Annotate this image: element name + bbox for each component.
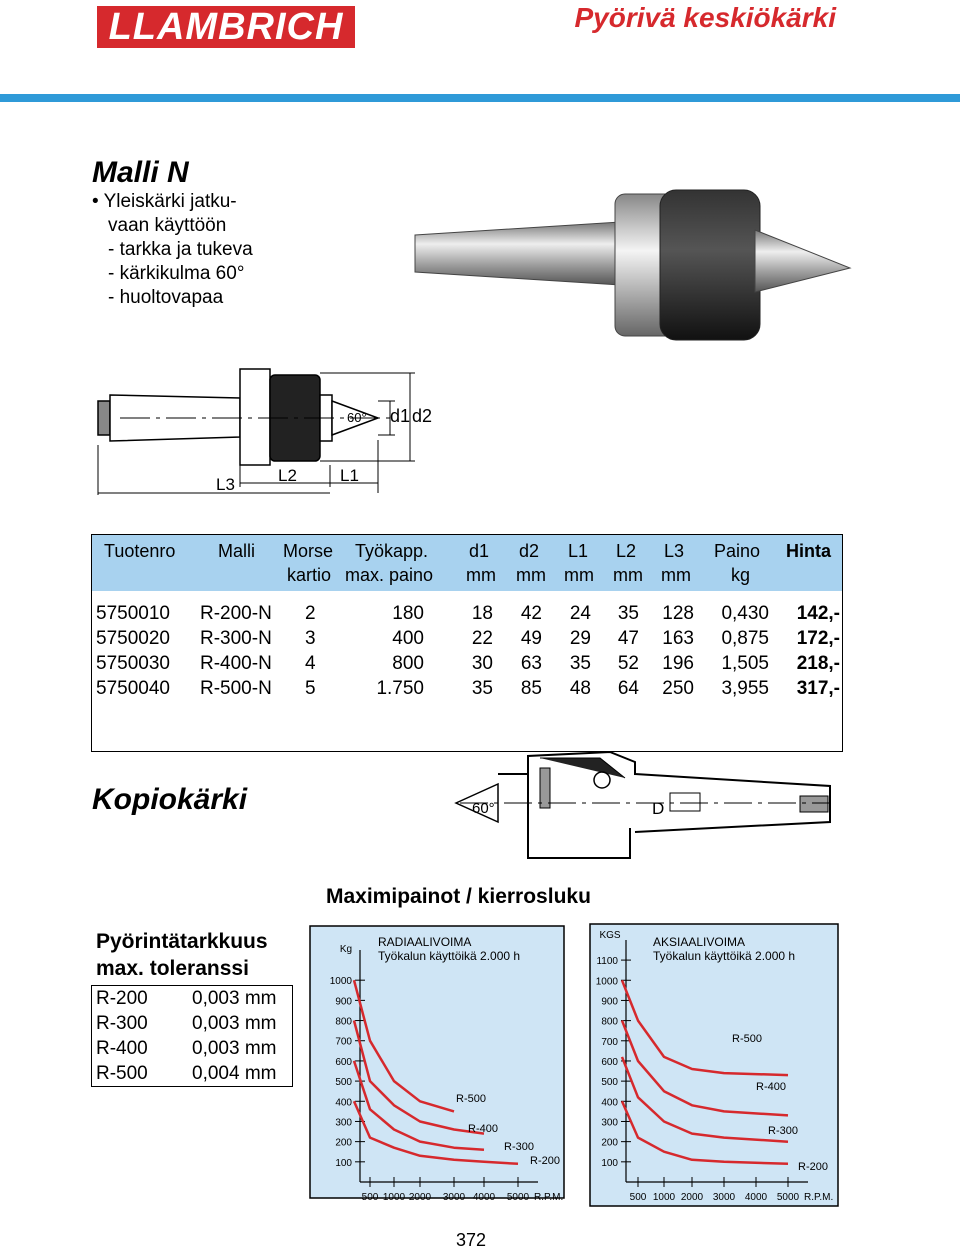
spec-table-body: [92, 591, 842, 751]
accuracy-value: 0,004 mm: [192, 1063, 277, 1084]
table-row: [92, 653, 842, 677]
table-cell: 35: [569, 653, 591, 674]
description-line: • Yleiskärki jatku-: [92, 191, 237, 212]
x-tick-label: 4000: [472, 1192, 496, 1202]
angle-label: 60°: [347, 410, 367, 425]
table-cell: 29: [569, 628, 591, 649]
table-cell: 24: [569, 603, 591, 624]
x-axis-label: R.P.M.: [534, 1192, 564, 1202]
table-cell: 35: [617, 603, 639, 624]
y-tick-label: 700: [335, 1036, 352, 1048]
accuracy-heading-line: max. toleranssi: [96, 957, 249, 980]
table-cell: 3,955: [721, 678, 769, 699]
header-cell: kartio: [287, 565, 332, 585]
table-cell: 1.750: [376, 678, 424, 699]
y-tick-label: 500: [335, 1077, 352, 1089]
radial-load-chart: [308, 920, 568, 1202]
y-tick-label: 400: [335, 1097, 352, 1109]
price-cell: 317,-: [796, 678, 840, 699]
y-tick-label: 100: [601, 1157, 618, 1169]
page-title: Pyörivä keskiökärki: [574, 2, 836, 33]
page-number: 372: [456, 1230, 487, 1250]
brand-logo: LLAMBRICH: [97, 6, 355, 48]
header-cell: mm: [564, 565, 594, 585]
chart-title: RADIAALIVOIMA: [378, 935, 472, 949]
model-n-drawing: [90, 365, 450, 500]
y-tick-label: 700: [601, 1036, 618, 1048]
table-cell: 5750030: [96, 653, 170, 674]
table-cell: 47: [617, 628, 639, 649]
header-cell: Hinta: [786, 541, 831, 561]
header-cell: mm: [613, 565, 643, 585]
model-n-description: [92, 190, 253, 310]
table-cell: R-400-N: [200, 653, 272, 674]
copy-center-drawing: [440, 748, 840, 866]
price-cell: 172,-: [796, 628, 840, 649]
table-cell: 85: [520, 678, 542, 699]
description-line: - huoltovapaa: [108, 287, 224, 308]
table-cell: 0,875: [721, 628, 769, 649]
series-label: R-500: [732, 1033, 762, 1045]
spec-table-header: [92, 535, 842, 591]
accuracy-heading-line: Pyörintätarkkuus: [96, 930, 268, 953]
chart-subtitle: Työkalun käyttöikä 2.000 h: [653, 949, 796, 963]
table-cell: 3: [305, 628, 316, 649]
y-tick-label: 100: [335, 1157, 352, 1169]
x-axis-label: R.P.M.: [804, 1192, 834, 1203]
l3-label: L3: [216, 475, 235, 494]
header-cell: mm: [466, 565, 496, 585]
accuracy-model: R-300: [96, 1013, 148, 1034]
header-cell: max. paino: [345, 565, 434, 585]
chart-subtitle: Työkalun käyttöikä 2.000 h: [378, 949, 521, 963]
copy-angle-label: 60°: [472, 800, 495, 817]
accuracy-model: R-500: [96, 1063, 148, 1084]
x-tick-label: 1000: [382, 1192, 406, 1202]
table-cell: 128: [662, 603, 694, 624]
table-cell: 52: [617, 653, 639, 674]
y-axis-label: Kg: [339, 944, 353, 955]
table-cell: 0,430: [721, 603, 769, 624]
l1-label: L1: [340, 466, 359, 485]
header-cell: Morse: [283, 541, 334, 561]
table-cell: 5750010: [96, 603, 170, 624]
table-cell: R-300-N: [200, 628, 272, 649]
table-cell: 163: [662, 628, 694, 649]
copy-center-heading: Kopiokärki: [92, 783, 248, 816]
header-cell: L3: [664, 541, 685, 561]
table-cell: 5750040: [96, 678, 170, 699]
table-cell: 5750020: [96, 628, 170, 649]
y-tick-label: 500: [601, 1077, 618, 1089]
x-tick-label: 3000: [712, 1192, 736, 1203]
table-row: [92, 678, 842, 702]
header-cell: mm: [661, 565, 691, 585]
model-n-heading: Malli N: [92, 156, 189, 189]
charts-title: Maximipainot / kierrosluku: [326, 885, 591, 908]
description-line: vaan käyttöön: [108, 215, 227, 236]
accuracy-model: R-200: [96, 988, 148, 1009]
accuracy-value: 0,003 mm: [192, 988, 277, 1009]
y-tick-label: 800: [601, 1016, 618, 1028]
table-cell: R-500-N: [200, 678, 272, 699]
accuracy-heading: [96, 928, 268, 982]
header-cell: kg: [731, 565, 751, 585]
x-tick-label: 500: [629, 1192, 647, 1203]
table-cell: 180: [392, 603, 424, 624]
table-cell: 49: [520, 628, 542, 649]
x-tick-label: 3000: [442, 1192, 466, 1202]
table-cell: 64: [617, 678, 639, 699]
d2-label: d2: [412, 406, 433, 426]
table-row: [92, 628, 842, 652]
y-tick-label: 600: [335, 1056, 352, 1068]
series-label: R-400: [468, 1123, 498, 1135]
x-tick-label: 5000: [776, 1192, 800, 1203]
header-cell: Malli: [218, 541, 256, 561]
y-tick-label: 200: [601, 1137, 618, 1149]
table-cell: 18: [471, 603, 493, 624]
axial-load-chart: [586, 920, 842, 1210]
x-tick-label: 2000: [408, 1192, 432, 1202]
l2-label: L2: [278, 466, 297, 485]
x-tick-label: 5000: [506, 1192, 530, 1202]
header-cell: L2: [616, 541, 637, 561]
d1-label: d1: [390, 406, 411, 426]
accuracy-model: R-400: [96, 1038, 148, 1059]
table-cell: 42: [520, 603, 542, 624]
accuracy-value: 0,003 mm: [192, 1013, 277, 1034]
header-cell: Työkapp.: [355, 541, 429, 561]
accuracy-table: [91, 985, 293, 1087]
table-cell: 2: [305, 603, 316, 624]
table-row: [92, 603, 842, 627]
y-tick-label: 800: [335, 1016, 352, 1028]
table-cell: 196: [662, 653, 694, 674]
y-tick-label: 600: [601, 1056, 618, 1068]
table-cell: 1,505: [721, 653, 769, 674]
x-tick-label: 1000: [652, 1192, 676, 1203]
x-tick-label: 2000: [680, 1192, 704, 1203]
header-cell: L1: [568, 541, 589, 561]
y-tick-label: 1100: [596, 956, 618, 968]
table-cell: 5: [305, 678, 316, 699]
header-cell: Tuotenro: [104, 541, 176, 561]
product-photo: [405, 180, 865, 350]
series-label: R-200: [530, 1155, 560, 1167]
table-cell: R-200-N: [200, 603, 272, 624]
copy-d-label: D: [652, 799, 665, 818]
table-cell: 22: [471, 628, 493, 649]
y-tick-label: 300: [601, 1117, 618, 1129]
header-rule: [0, 94, 960, 102]
table-cell: 400: [392, 628, 424, 649]
series-label: R-300: [768, 1125, 798, 1137]
chart-title: AKSIAALIVOIMA: [653, 935, 746, 949]
y-tick-label: 1000: [329, 976, 352, 988]
price-cell: 142,-: [796, 603, 840, 624]
y-tick-label: 900: [601, 996, 618, 1008]
table-cell: 250: [662, 678, 694, 699]
series-label: R-200: [798, 1161, 828, 1173]
description-line: - tarkka ja tukeva: [108, 239, 253, 260]
table-cell: 48: [569, 678, 591, 699]
y-tick-label: 300: [335, 1117, 352, 1129]
y-tick-label: 400: [601, 1097, 618, 1109]
y-axis-label: KGS: [599, 930, 621, 941]
y-tick-label: 200: [335, 1137, 352, 1149]
x-tick-label: 4000: [744, 1192, 768, 1203]
spec-table: [91, 534, 843, 752]
header-cell: mm: [516, 565, 546, 585]
table-cell: 30: [471, 653, 493, 674]
table-cell: 35: [471, 678, 493, 699]
table-cell: 4: [305, 653, 316, 674]
description-line: - kärkikulma 60°: [108, 263, 245, 284]
accuracy-value: 0,003 mm: [192, 1038, 277, 1059]
series-label: R-500: [456, 1093, 486, 1105]
price-cell: 218,-: [796, 653, 840, 674]
table-cell: 63: [520, 653, 542, 674]
header-cell: d1: [469, 541, 490, 561]
series-label: R-400: [756, 1081, 786, 1093]
y-tick-label: 900: [335, 996, 352, 1008]
series-label: R-300: [504, 1141, 534, 1153]
table-cell: 800: [392, 653, 424, 674]
x-tick-label: 500: [361, 1192, 379, 1202]
y-tick-label: 1000: [595, 976, 618, 988]
header-cell: Paino: [714, 541, 761, 561]
header-cell: d2: [519, 541, 540, 561]
